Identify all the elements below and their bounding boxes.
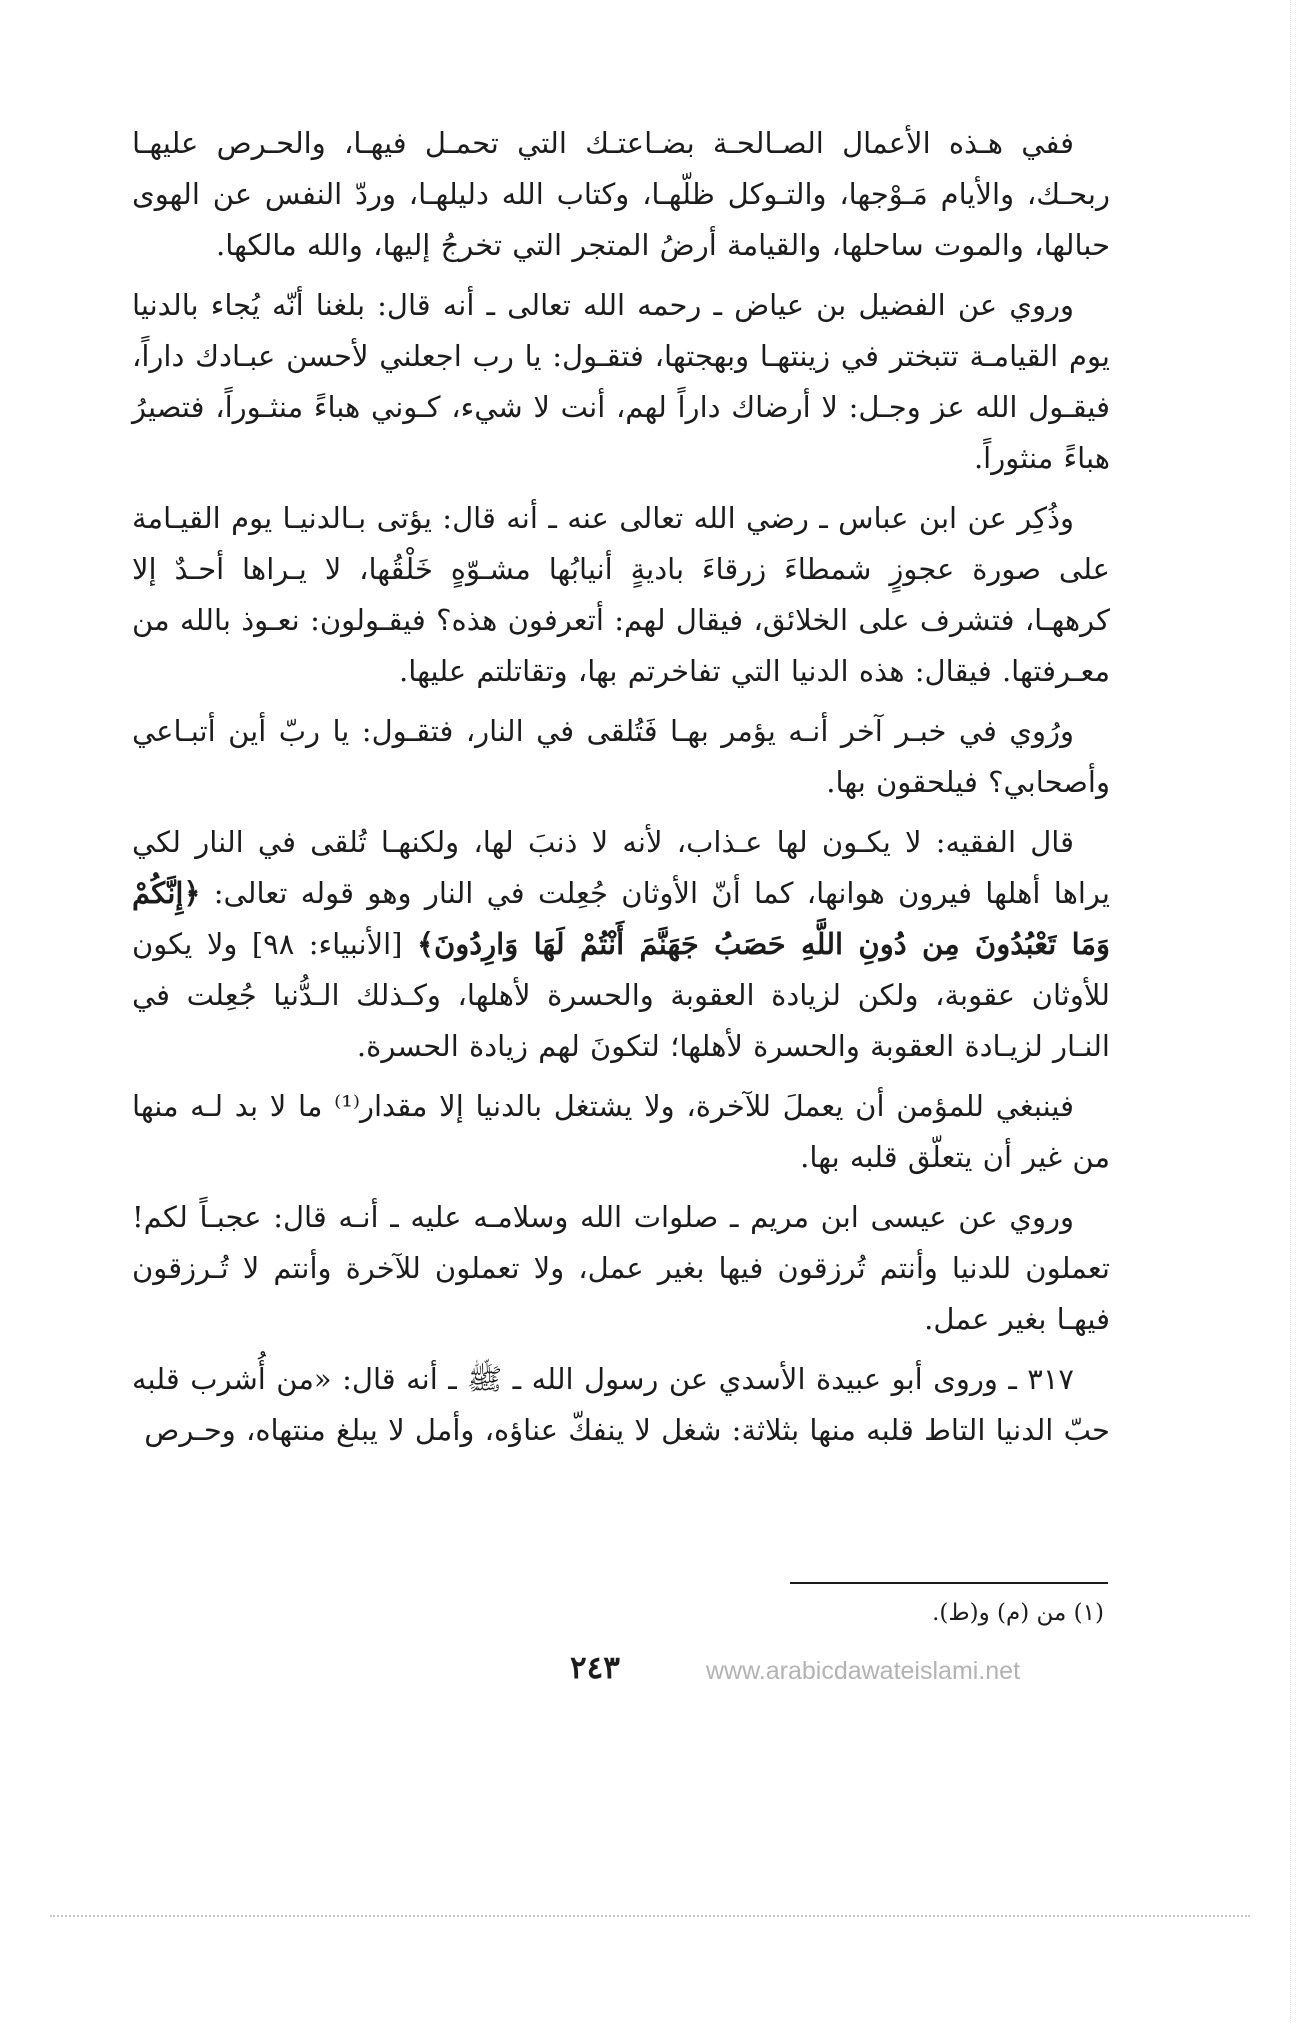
footnote-separator xyxy=(790,1582,1108,1584)
footnote: (١) من (م) و(ط). xyxy=(932,1600,1104,1626)
page-edge-line xyxy=(1290,0,1291,2023)
paragraph-4: ورُوي في خبـر آخر أنـه يؤمر بهـا فَتُلقى في النار، فتقـول: يا ربّ أين أتبـاعي وأصحابي؟ فيلحقون بها. xyxy=(132,714,1110,799)
scan-artifact-line xyxy=(50,1915,1250,1917)
paragraph-6: فينبغي للمؤمن أن يعملَ للآخرة، ولا يشتغل بالدنيا إلا مقدار⁽¹⁾ ما لا بد لـه منها من غير أن يتعلّق قلبه بها. xyxy=(132,1089,1110,1174)
paragraph-8: ٣١٧ ـ وروى أبو عبيدة الأسدي عن رسول الله ـ ﷺ ـ أنه قال: «من أُشرب قلبه حبّ الدنيا التاط قلبه منها بثلاثة: شغل لا ينفكّ عناؤه، وأمل لا يبلغ منتهاه، وحـرص xyxy=(132,1362,1110,1447)
watermark-url: www.arabicdawateislami.net xyxy=(706,1657,1021,1685)
paragraph-5-intro: قال الفقيه: لا يكـون لها عـذاب، لأنه لا ذنبَ لها، ولكنهـا تُلقى في النار لكي يراها أهلها فيرون هوانها، كما أنّ الأوثان جُعِلت في النار وهو قوله تعالى: xyxy=(132,825,1110,910)
main-text xyxy=(132,118,1110,1465)
paragraph-5 xyxy=(132,817,1110,1072)
page-number: ٢٤٣ xyxy=(570,1650,620,1686)
paragraph-5-rest: [الأنبياء: ٩٨] ولا يكون للأوثان عقوبة، ولكن لزيادة العقوبة والحسرة لأهلها، وكـذلك الـدُّنيا جُعِلت في النـار لزيـادة العقوبة والحسرة لأهلها؛ لتكونَ لهم زيادة الحسرة. xyxy=(132,927,1110,1063)
paragraph-1: ففي هـذه الأعمال الصـالحـة بضـاعتـك التي تحمـل فيهـا، والحـرص عليهـا ربحـك، والأيام مَـوْجها، والتـوكل ظلّهـا، وكتاب الله دليلهـا، وردّ النفس عن الهوى حبالها، والموت ساحلها، والقيامة أرضُ المتجر التي تخرجُ إليها، والله مالكها. xyxy=(132,126,1110,262)
paragraph-3: وذُكِر عن ابن عباس ـ رضي الله تعالى عنه ـ أنه قال: يؤتى بـالدنيـا يوم القيـامة على صورة عجوزٍ شمطاءَ زرقاءَ باديةٍ أنيابُها مشـوّهٍ خَلْقُها، لا يـراها أحـدٌ إلا كرههـا، فتشرف على الخلائق، فيقال لهم: أتعرفون هذه؟ فيقـولون: نعـوذ بالله من معـرفتها. فيقال: هذه الدنيا التي تفاخرتم بها، وتقاتلتم عليها. xyxy=(132,501,1110,688)
quran-verse: ﴿إِنَّكُمْ وَمَا تَعْبُدُونَ مِن دُونِ اللَّهِ حَصَبُ جَهَنَّمَ أَنْتُمْ لَهَا وَارِدُونَ﴾ xyxy=(132,876,1110,961)
paragraph-7: وروي عن عيسى ابن مريم ـ صلوات الله وسلامـه عليه ـ أنـه قال: عجبـاً لكم! تعملون للدنيا وأنتم تُرزقون فيها بغير عمل، ولا تعملون للآخرة وأنتم لا تُـرزقون فيهـا بغير عمل. xyxy=(132,1200,1110,1336)
paragraph-2: وروي عن الفضيل بن عياض ـ رحمه الله تعالى ـ أنه قال: بلغنا أنّه يُجاء بالدنيا يوم القيامـة تتبختر في زينتهـا وبهجتها، فتقـول: يا رب اجعلني لأحسن عبـادك داراً، فيقـول الله عز وجـل: لا أرضاك داراً لهم، أنت لا شيء، كـوني هباءً منثـوراً، فتصيرُ هباءً منثوراً. xyxy=(132,288,1110,475)
